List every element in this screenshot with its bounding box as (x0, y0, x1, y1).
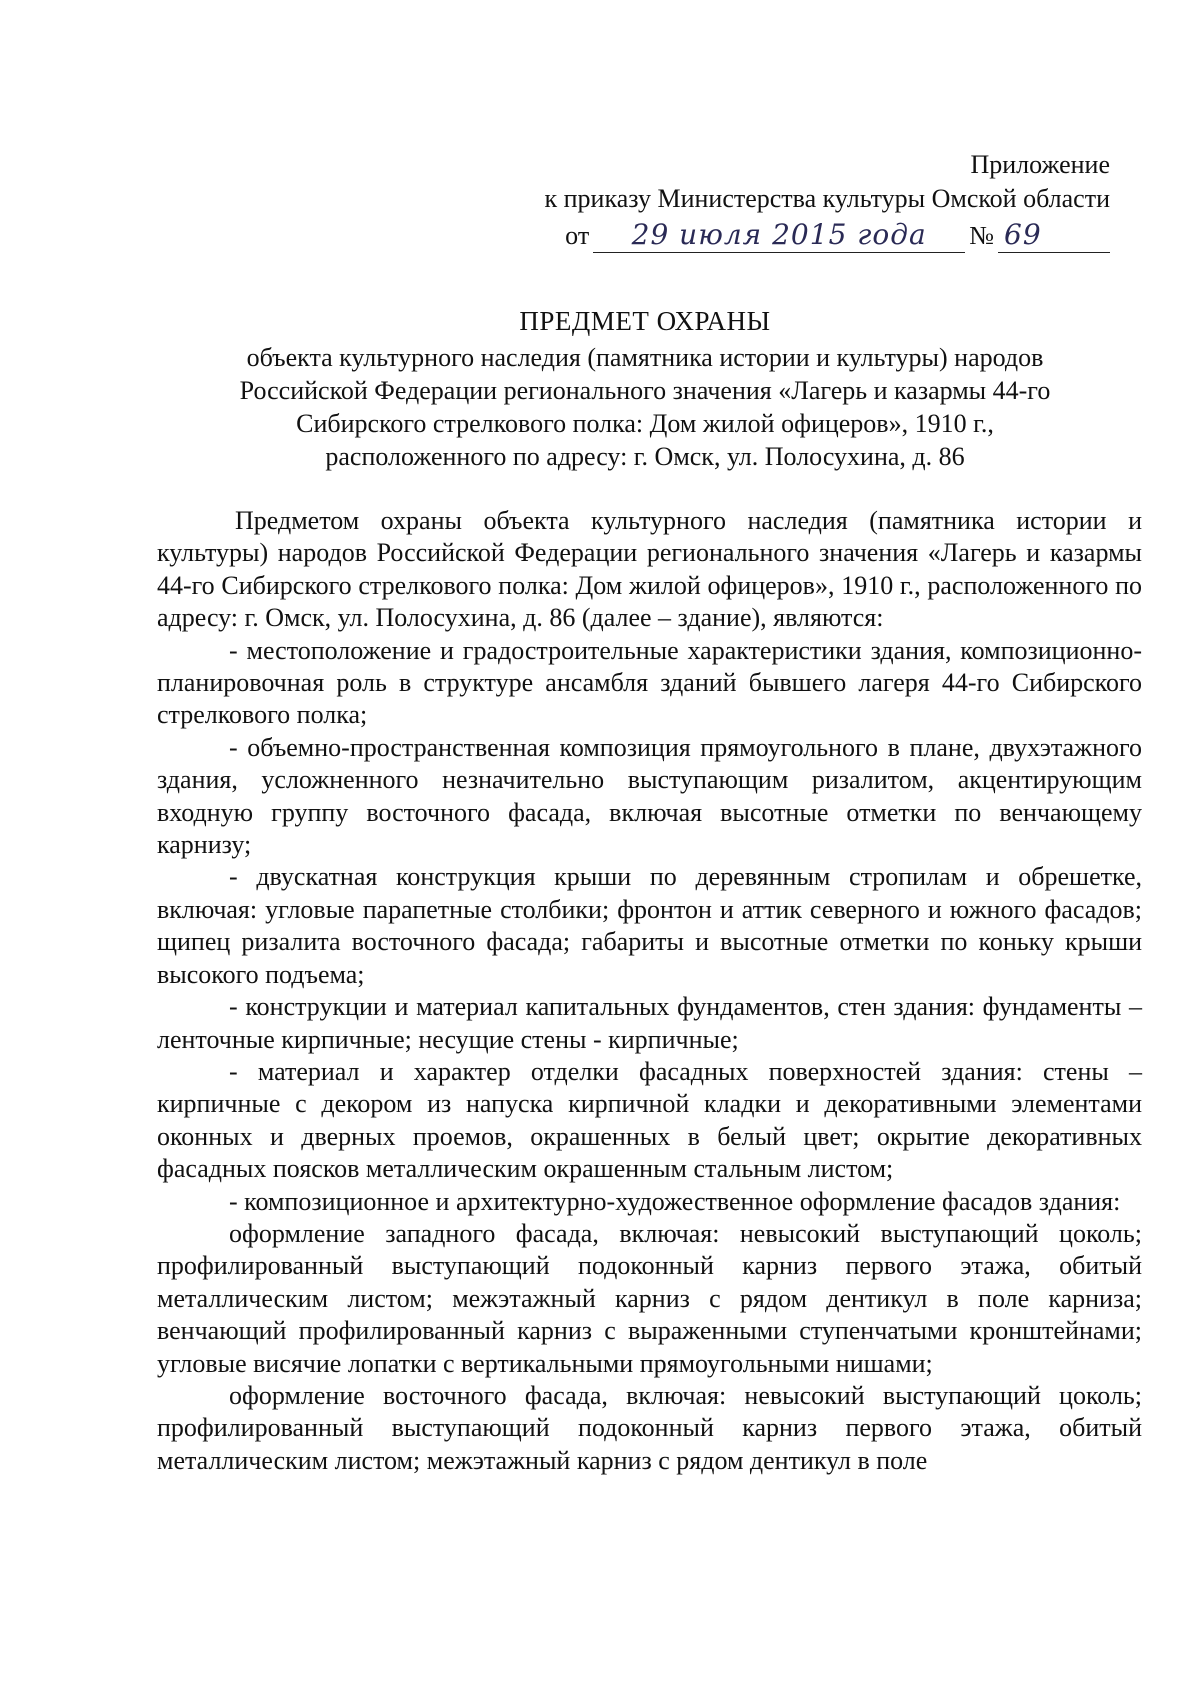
title-line: Российской Федерации регионального значения «Лагерь и казармы 44-го (239, 376, 1051, 405)
appendix-label: Приложение (970, 150, 1110, 179)
list-item-facade-design: - композиционное и архитектурно-художественное оформление фасадов здания: (229, 1186, 1121, 1216)
order-date-line (565, 218, 1110, 253)
west-facade-paragraph: оформление западного фасада, включая: невысокий выступающий цоколь; профилированный выступающий подоконный карниз первого этажа, обитый металлическим листом; межэтажный карниз с рядом дентикул в поле карниза; венчающий профилированный карниз с выраженными ступенчатыми кронштейнами; угловые висячие лопатки с вертикальными прямоугольными нишами; (157, 1218, 1142, 1378)
intro-paragraph: Предметом охраны объекта культурного наследия (памятника истории и культуры) народов Российской Федерации регионального значения «Лагерь и казармы 44-го Сибирского стрелкового полка: Дом жилой офицеров», 1910 г., расположенного по адресу: г. Омск, ул. Полосухина, д. 86 (далее – здание), являются: (157, 506, 1142, 633)
date-prefix: от (565, 221, 590, 250)
document-body (157, 505, 1142, 1477)
handwritten-date: 29 июля 2015 года (593, 218, 965, 253)
list-item-location: - местоположение и градостроительные характеристики здания, композиционно-планировочная роль в структуре ансамбля зданий бывшего лагеря 44-го Сибирского стрелкового полка; (157, 635, 1142, 730)
list-item-foundations: - конструкции и материал капитальных фундаментов, стен здания: фундаменты – ленточные кирпичные; несущие стены - кирпичные; (157, 992, 1142, 1054)
appendix-header (545, 148, 1111, 253)
document-title: ПРЕДМЕТ ОХРАНЫ (519, 306, 771, 336)
title-line: объекта культурного наследия (памятника истории и культуры) народов (246, 343, 1044, 372)
title-line: Сибирского стрелкового полка: Дом жилой офицеров», 1910 г., (296, 409, 994, 438)
order-reference: к приказу Министерства культуры Омской области (544, 184, 1110, 213)
number-prefix: № (969, 221, 994, 250)
list-item-facade-materials: - материал и характер отделки фасадных поверхностей здания: стены – кирпичные с декором из напуска кирпичной кладки и декоративными элементами оконных и дверных проемов, окрашенных в белый цвет; окрытие декоративных фасадных поясков металлическим окрашенным стальным листом; (157, 1056, 1142, 1184)
list-item-composition: - объемно-пространственная композиция прямоугольного в плане, двухэтажного здания, усложненного незначительно выступающим ризалитом, акцентирующим входную группу восточного фасада, включая высотные отметки по венчающему карнизу; (157, 732, 1142, 860)
list-item-roof: - двускатная конструкция крыши по деревянным стропилам и обрешетке, включая: угловые парапетные столбики; фронтон и аттик северного и южного фасадов; щипец ризалита восточного фасада; габариты и высотные отметки по коньку крыши высокого подъема; (157, 862, 1142, 989)
handwritten-number: 69 (998, 218, 1110, 253)
east-facade-paragraph: оформление восточного фасада, включая: невысокий выступающий цоколь; профилированный выступающий подоконный карниз первого этажа, обитый металлическим листом; межэтажный карниз с рядом дентикул в поле (157, 1380, 1142, 1475)
title-line: расположенного по адресу: г. Омск, ул. Полосухина, д. 86 (325, 442, 965, 471)
document-title-block (150, 305, 1140, 473)
